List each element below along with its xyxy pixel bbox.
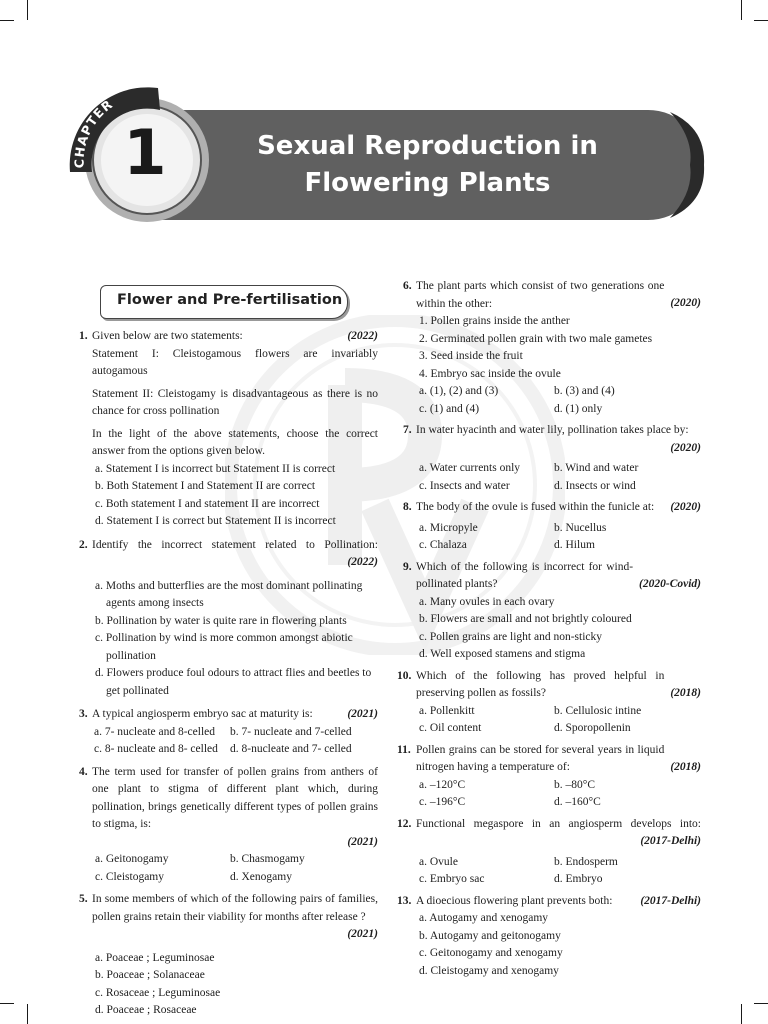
option: c. Rosaceae ; Leguminosae [95,986,221,999]
option: a. (1), (2) and (3) [419,385,499,397]
question-number: 7. [403,424,412,436]
title-line-1: Sexual Reproduction in [257,131,598,161]
title-line-2: Flowering Plants [304,168,551,198]
option: b. Wind and water [554,462,639,474]
option: a. Water currents only [419,462,521,474]
question-number: 4. [79,765,88,778]
crop-mark [0,20,14,21]
section-title: Flower and Pre-fertilisation [117,292,343,308]
question-number: 13. [397,894,412,907]
question-year: (2021) [347,928,378,940]
question-text: The term used for transfer of pollen grains from anthers of one plant to stigma of different plant which, during pollination, brings genetically different types of pollen grains to stigma, is: [92,765,378,830]
option: a. Statement I is incorrect but Statement II is correct [95,462,336,475]
option: b. Endosperm [554,855,618,868]
option: b. 7- nucleate and 7-celled [230,725,352,738]
option: c. Embryo sac [419,873,485,885]
question-year: (2020) [670,501,701,513]
option: b. Poaceae ; Solanaceae [95,969,205,981]
question-text: Pollen grains can be stored for several years in liquid nitrogen having a temperature of: [416,743,665,773]
question-text: A dioecious flowering plant prevents both: [416,894,613,907]
option: b. Pollination by water is quite rare in flowering plants [95,614,347,627]
section-heading [100,285,348,319]
option: c. Pollen grains are light and non-sticky [419,630,603,643]
question-text: In some members of which of the following pairs of families, pollen grains retain their viability for months after release ? [92,893,378,923]
question-text: A typical angiosperm embryo sac at maturity is: [92,708,313,720]
question-3 [79,706,378,759]
question-text: The plant parts which consist of two generations one within the other: [416,280,665,310]
question-text: In water hyacinth and water lily, pollination takes place by: [416,424,689,436]
option: b. Flowers are small and not brightly coloured [419,613,632,625]
question-text: Identify the incorrect statement related to Pollination: [92,538,378,551]
question-13 [397,893,701,981]
question-year: (2018) [670,760,701,773]
question-number: 1. [79,330,88,342]
option: c. (1) and (4) [419,402,480,415]
crop-mark [754,20,768,21]
question-9 [403,559,701,664]
option: a. Moths and butterflies are the most dominant pollinating agents among insects [95,579,363,609]
chapter-title [180,128,675,202]
question-year: (2021) [347,835,378,848]
question-8 [403,499,701,555]
option: d. 8-nucleate and 7- celled [230,743,352,755]
list-item: 1. Pollen grains inside the anther [419,315,570,327]
option: a. Poaceae ; Leguminosae [95,951,215,964]
question-number: 8. [403,501,412,513]
option: d. –160°C [554,796,601,808]
question-year: (2017-Delhi) [640,894,701,907]
option: c. 8- nucleate and 8- celled [94,743,218,755]
option: b. (3) and (4) [554,385,615,397]
question-number: 2. [79,538,88,551]
question-number: 3. [79,708,88,720]
question-1 [79,328,378,531]
crop-mark [741,0,742,20]
question-text: Which of the following has proved helpful in preserving pollen as fossils? [416,669,665,699]
question-7 [403,422,701,495]
option: d. Sporopollenin [554,722,631,734]
option: d. Flowers produce foul odours to attract flies and beetles to get pollinated [95,667,372,697]
list-item: 3. Seed inside the fruit [419,350,523,362]
question-4 [79,764,378,887]
option: c. Insects and water [419,479,510,492]
question-number: 10. [397,669,412,682]
option: b. –80°C [554,778,596,791]
question-year: (2020-Covid) [639,577,701,590]
question-11 [397,742,701,812]
crop-mark [741,1004,742,1024]
crop-mark [27,0,28,20]
instruction: In the light of the above statements, choose the correct answer from the options given below. [92,427,378,457]
option: d. Hilum [554,539,595,551]
question-2 [79,537,378,701]
option: d. Poaceae ; Rosaceae [95,1004,197,1016]
option: c. Chalaza [419,539,467,551]
question-text: Given below are two statements: [92,330,243,342]
question-text: Which of the following is incorrect for wind-pollinated plants? [416,560,634,590]
question-year: (2018) [670,686,701,699]
question-12 [397,816,701,889]
option: a. –120°C [419,778,466,791]
crop-mark [754,1003,768,1004]
option: a. Micropyle [419,521,478,534]
option: a. 7- nucleate and 8-celled [94,725,216,738]
question-text: Functional megaspore in an angiosperm develops into: [416,817,701,830]
option: a. Autogamy and xenogamy [419,912,549,924]
crop-mark [27,1004,28,1024]
svg-text:CHAPTER: CHAPTER [71,96,116,169]
option: d. Cleistogamy and xenogamy [419,964,559,977]
chapter-number: 1 [123,116,167,189]
option: d. (1) only [554,402,603,415]
list-item: 4. Embryo sac inside the ovule [419,367,561,380]
option: c. Oil content [419,722,482,734]
option: b. Nucellus [554,521,607,534]
crop-mark [0,1003,14,1004]
option: c. Cleistogamy [95,870,164,883]
question-year: (2017-Delhi) [640,835,701,847]
question-number: 9. [403,560,412,573]
option: d. Statement I is correct but Statement II is incorrect [95,515,336,527]
option: b. Cellulosic intine [554,704,642,717]
question-6 [403,278,701,418]
question-10 [397,668,701,738]
option: a. Pollenkitt [419,704,475,717]
option: c. –196°C [419,796,466,808]
question-year: (2020) [670,297,701,309]
statement-2: Statement II: Cleistogamy is disadvantageous as there is no chance for cross pollination [92,387,378,417]
option: d. Xenogamy [230,870,292,883]
option: a. Many ovules in each ovary [419,595,555,608]
question-year: (2022) [347,330,378,342]
option: c. Geitonogamy and xenogamy [419,947,563,959]
option: d. Well exposed stamens and stigma [419,648,586,660]
option: d. Embryo [554,873,603,885]
left-column [79,328,378,1024]
right-column [397,278,701,984]
option: c. Both statement I and statement II are incorrect [95,497,320,510]
question-text: The body of the ovule is fused within the funicle at: [416,501,655,513]
option: b. Chasmogamy [230,853,305,865]
question-number: 11. [397,743,411,756]
option: b. Both Statement I and Statement II are correct [95,480,316,492]
option: a. Ovule [419,855,458,868]
option: b. Autogamy and geitonogamy [419,929,561,942]
list-item: 2. Germinated pollen grain with two male gametes [419,332,653,345]
option: d. Insects or wind [554,479,636,492]
question-year: (2020) [670,441,701,454]
question-number: 12. [397,817,412,830]
option: c. Pollination by wind is more common amongst abiotic pollination [95,632,353,662]
statement-1: Statement I: Cleistogamous flowers are invariably autogamous [92,347,378,377]
question-number: 5. [79,893,88,905]
question-year: (2021) [347,708,378,720]
option: a. Geitonogamy [95,853,169,865]
question-5 [79,891,378,1020]
question-number: 6. [403,280,412,292]
question-year: (2022) [347,556,378,568]
